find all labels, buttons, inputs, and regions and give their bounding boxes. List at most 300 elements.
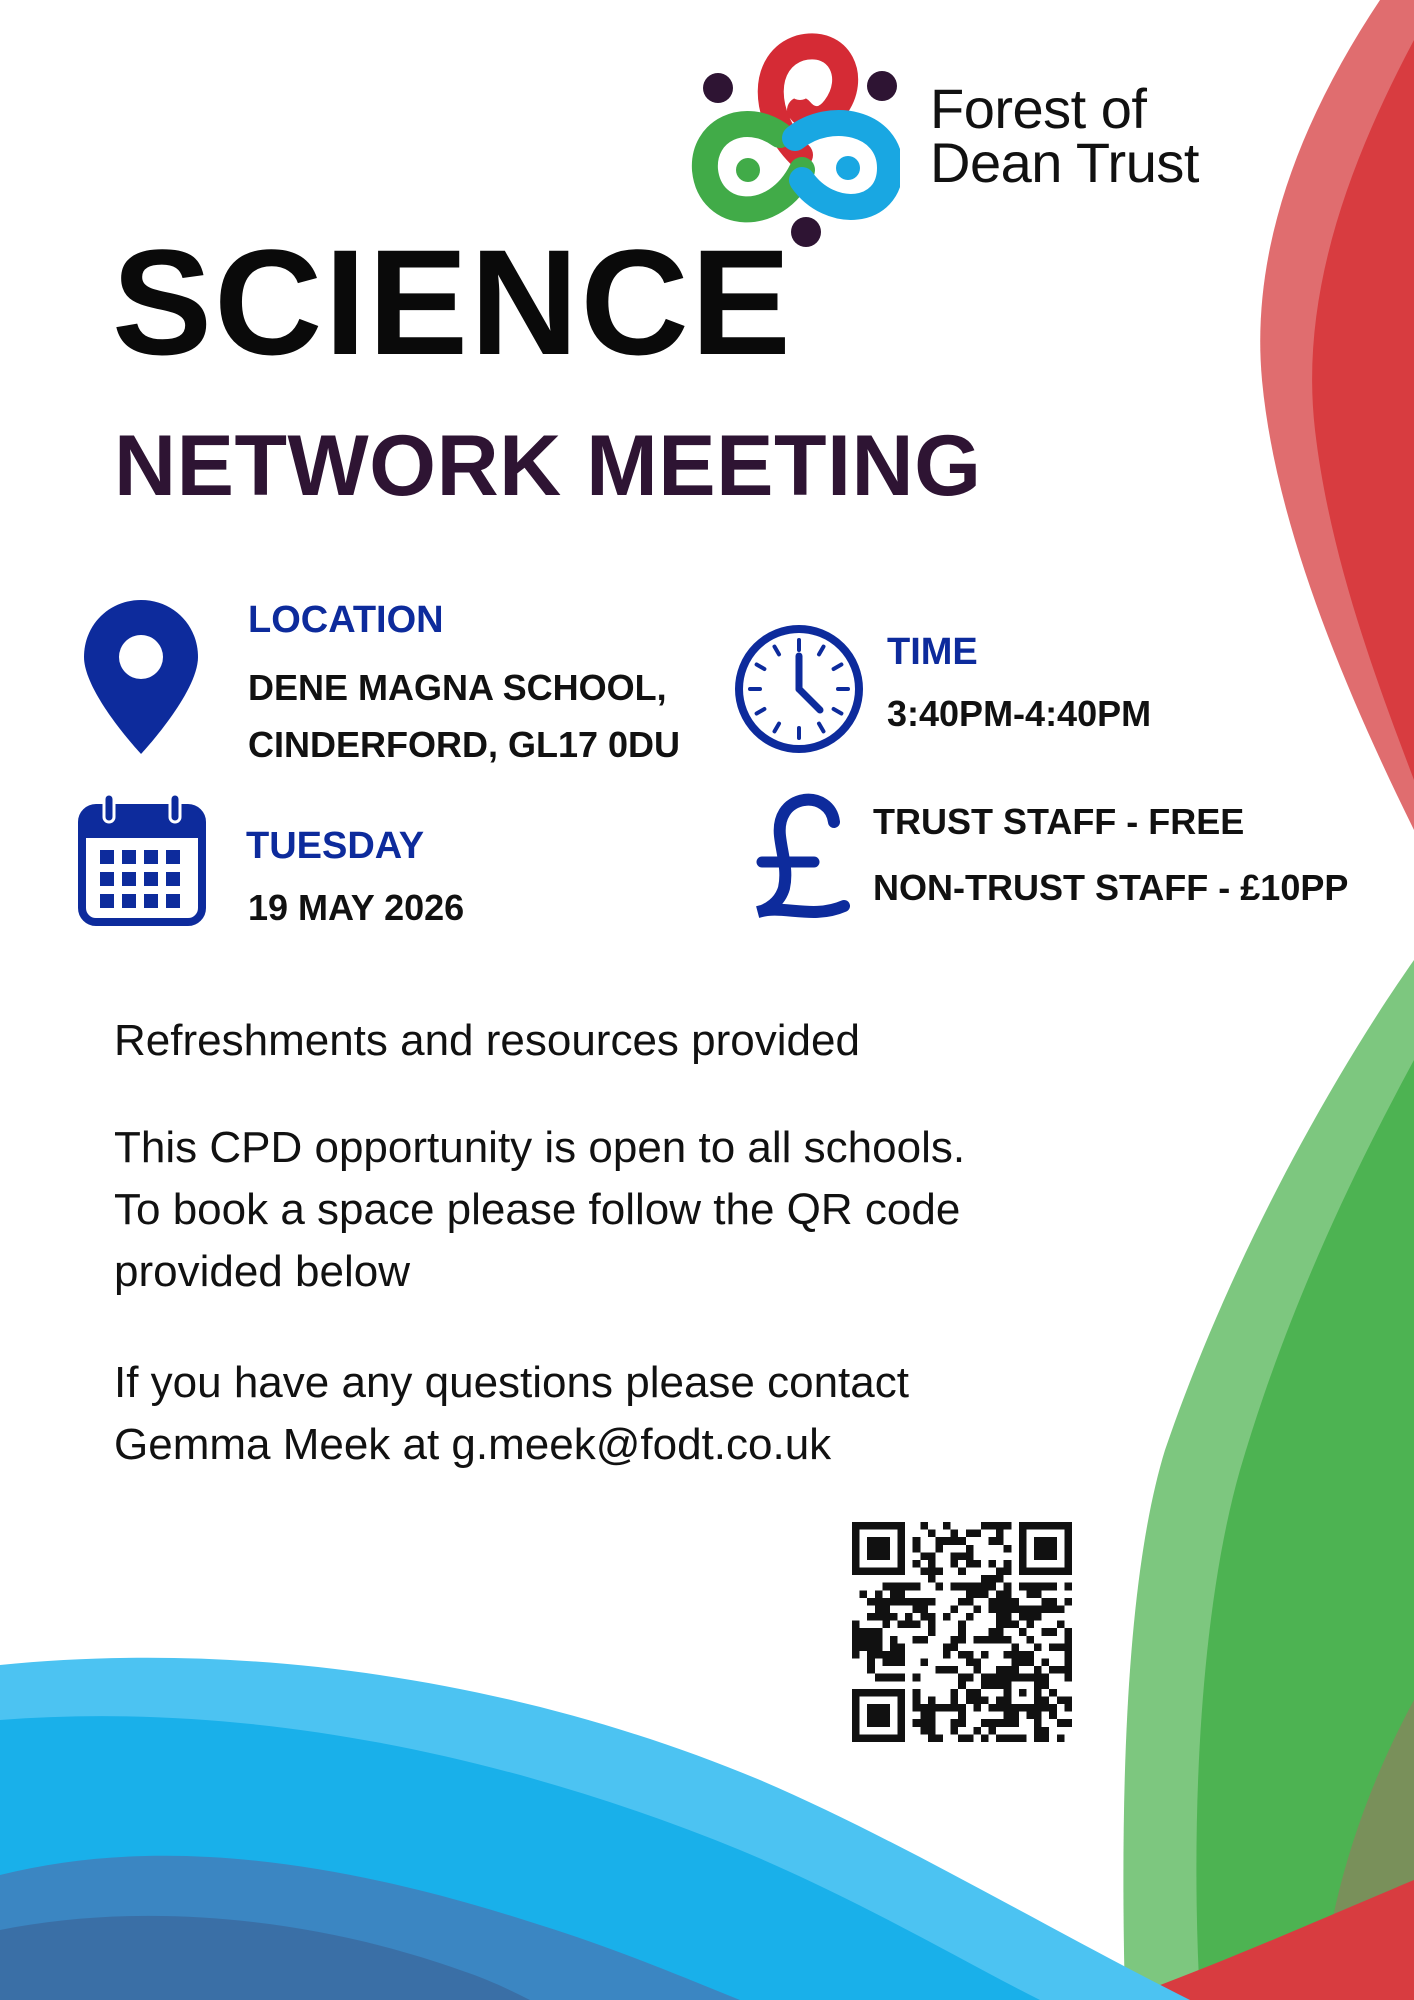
qr-module [951, 1530, 959, 1538]
logo-line-1: Forest of [930, 77, 1147, 140]
qr-module [958, 1681, 966, 1689]
qr-module [1049, 1704, 1057, 1712]
qr-module [928, 1712, 936, 1720]
qr-module [996, 1598, 1004, 1606]
qr-module [928, 1727, 936, 1735]
qr-module [920, 1719, 928, 1727]
qr-module [852, 1537, 860, 1545]
qr-module [882, 1583, 890, 1591]
qr-module [898, 1568, 906, 1576]
qr-module [958, 1704, 966, 1712]
qr-module [1042, 1727, 1050, 1735]
qr-module [898, 1659, 906, 1667]
qr-module [928, 1613, 936, 1621]
qr-module [1034, 1689, 1042, 1697]
qr-module [996, 1575, 1004, 1583]
qr-module [966, 1659, 974, 1667]
qr-module [913, 1560, 921, 1568]
qr-module [1004, 1719, 1012, 1727]
qr-module [1004, 1689, 1012, 1697]
qr-module [951, 1605, 959, 1613]
qr-module [958, 1621, 966, 1629]
qr-module [852, 1522, 860, 1530]
qr-module [1004, 1568, 1012, 1576]
qr-module [981, 1734, 989, 1742]
qr-module [898, 1689, 906, 1697]
qr-module [1011, 1651, 1019, 1659]
qr-module [1057, 1621, 1065, 1629]
qr-module [1034, 1537, 1042, 1545]
qr-module [852, 1689, 860, 1697]
qr-module [852, 1719, 860, 1727]
qr-module [860, 1568, 868, 1576]
qr-module [890, 1613, 898, 1621]
qr-module [882, 1734, 890, 1742]
qr-module [1011, 1712, 1019, 1720]
qr-module [973, 1605, 981, 1613]
qr-module [1064, 1666, 1072, 1674]
qr-module [913, 1636, 921, 1644]
qr-module [1019, 1689, 1027, 1697]
qr-module [981, 1522, 989, 1530]
qr-module [958, 1712, 966, 1720]
qr-module [989, 1560, 997, 1568]
qr-module [966, 1613, 974, 1621]
qr-module [958, 1583, 966, 1591]
qr-module [1034, 1605, 1042, 1613]
qr-module [1004, 1613, 1012, 1621]
qr-module [1026, 1621, 1034, 1629]
qr-module [1057, 1522, 1065, 1530]
qr-module [981, 1636, 989, 1644]
qr-module [867, 1545, 875, 1553]
qr-module [920, 1727, 928, 1735]
qr-module [1004, 1583, 1012, 1591]
qr-module [935, 1537, 943, 1545]
qr-module [1004, 1621, 1012, 1629]
qr-module [875, 1605, 883, 1613]
qr-module [951, 1689, 959, 1697]
qr-module [898, 1651, 906, 1659]
qr-module [1019, 1530, 1027, 1538]
qr-module [1049, 1522, 1057, 1530]
qr-module [1019, 1628, 1027, 1636]
qr-module [989, 1636, 997, 1644]
qr-module [852, 1552, 860, 1560]
qr-module [1042, 1545, 1050, 1553]
qr-module [966, 1530, 974, 1538]
qr-module [1004, 1666, 1012, 1674]
qr-module [981, 1651, 989, 1659]
qr-module [852, 1530, 860, 1538]
qr-module [1064, 1598, 1072, 1606]
qr-module [1064, 1568, 1072, 1576]
logo-line-2: Dean Trust [930, 131, 1199, 194]
qr-code-icon[interactable] [852, 1522, 1072, 1742]
qr-module [996, 1719, 1004, 1727]
qr-module [996, 1696, 1004, 1704]
qr-module [1034, 1545, 1042, 1553]
qr-module [989, 1522, 997, 1530]
qr-module [989, 1681, 997, 1689]
qr-module [1004, 1560, 1012, 1568]
qr-module [1049, 1583, 1057, 1591]
qr-module [860, 1689, 868, 1697]
qr-module [1064, 1537, 1072, 1545]
qr-module [898, 1674, 906, 1682]
qr-module [1049, 1628, 1057, 1636]
qr-module [1042, 1522, 1050, 1530]
qr-module [882, 1613, 890, 1621]
qr-module [905, 1583, 913, 1591]
qr-module [852, 1568, 860, 1576]
qr-module [989, 1605, 997, 1613]
qr-module [1004, 1734, 1012, 1742]
qr-module [1019, 1613, 1027, 1621]
qr-module [875, 1628, 883, 1636]
qr-module [860, 1734, 868, 1742]
qr-module [1019, 1552, 1027, 1560]
qr-module [928, 1621, 936, 1629]
qr-module [867, 1643, 875, 1651]
qr-module [852, 1727, 860, 1735]
qr-module [973, 1704, 981, 1712]
logo-wordmark [930, 77, 1199, 194]
qr-module [943, 1613, 951, 1621]
qr-module [867, 1712, 875, 1720]
qr-module [875, 1734, 883, 1742]
contact-line-1: If you have any questions please contact [114, 1358, 909, 1407]
qr-module [996, 1628, 1004, 1636]
qr-module [973, 1696, 981, 1704]
qr-module [913, 1704, 921, 1712]
qr-module [1064, 1636, 1072, 1644]
qr-module [928, 1560, 936, 1568]
qr-module [958, 1598, 966, 1606]
qr-module [1064, 1643, 1072, 1651]
qr-module [973, 1666, 981, 1674]
contact-line-2: Gemma Meek at g.meek@fodt.co.uk [114, 1420, 832, 1469]
qr-module [882, 1598, 890, 1606]
page-title: SCIENCE [112, 218, 793, 386]
qr-module [852, 1651, 860, 1659]
qr-module [1042, 1605, 1050, 1613]
qr-module [1034, 1666, 1042, 1674]
qr-module [882, 1719, 890, 1727]
qr-module [898, 1643, 906, 1651]
location-line-1: DENE MAGNA SCHOOL, [248, 667, 667, 708]
qr-module [852, 1545, 860, 1553]
qr-module [951, 1696, 959, 1704]
qr-module [1057, 1696, 1065, 1704]
qr-module [981, 1575, 989, 1583]
qr-module [1034, 1643, 1042, 1651]
qr-module [973, 1560, 981, 1568]
qr-module [1049, 1598, 1057, 1606]
qr-module [1026, 1568, 1034, 1576]
qr-module [1042, 1568, 1050, 1576]
qr-module [898, 1522, 906, 1530]
qr-module [996, 1674, 1004, 1682]
qr-module [913, 1689, 921, 1697]
qr-module [1026, 1704, 1034, 1712]
qr-module [867, 1598, 875, 1606]
qr-module [1064, 1583, 1072, 1591]
qr-module [882, 1545, 890, 1553]
qr-module [1034, 1734, 1042, 1742]
qr-module [1049, 1605, 1057, 1613]
pound-sign-icon [752, 792, 852, 920]
qr-module [973, 1636, 981, 1644]
calendar-icon [78, 792, 206, 928]
qr-module [875, 1704, 883, 1712]
qr-module [1011, 1674, 1019, 1682]
qr-module [966, 1560, 974, 1568]
qr-module [1011, 1659, 1019, 1667]
qr-module [981, 1674, 989, 1682]
qr-module [928, 1568, 936, 1576]
qr-module [1064, 1704, 1072, 1712]
qr-module [1004, 1590, 1012, 1598]
qr-module [860, 1643, 868, 1651]
qr-module [943, 1651, 951, 1659]
qr-module [1042, 1659, 1050, 1667]
qr-module [1011, 1734, 1019, 1742]
qr-module [890, 1590, 898, 1598]
qr-module [875, 1590, 883, 1598]
qr-module [1019, 1568, 1027, 1576]
qr-module [966, 1734, 974, 1742]
qr-module [1057, 1734, 1065, 1742]
qr-module [882, 1621, 890, 1629]
qr-module [958, 1651, 966, 1659]
qr-module [1064, 1659, 1072, 1667]
qr-module [905, 1621, 913, 1629]
qr-module [928, 1719, 936, 1727]
qr-module [966, 1696, 974, 1704]
qr-module [989, 1628, 997, 1636]
qr-module [1019, 1583, 1027, 1591]
qr-module [1026, 1613, 1034, 1621]
qr-module [1011, 1666, 1019, 1674]
qr-module [1042, 1704, 1050, 1712]
qr-module [852, 1696, 860, 1704]
qr-module [966, 1598, 974, 1606]
qr-module [875, 1613, 883, 1621]
qr-module [989, 1674, 997, 1682]
qr-module [867, 1666, 875, 1674]
qr-module [1019, 1704, 1027, 1712]
qr-module [981, 1719, 989, 1727]
price-trust-staff: TRUST STAFF - FREE [873, 801, 1245, 842]
qr-module [1019, 1605, 1027, 1613]
qr-module [935, 1734, 943, 1742]
qr-module [890, 1659, 898, 1667]
qr-module [920, 1522, 928, 1530]
qr-module [860, 1636, 868, 1644]
qr-module [951, 1537, 959, 1545]
qr-module [890, 1522, 898, 1530]
refreshments-line: Refreshments and resources provided [114, 1016, 860, 1065]
qr-module [1004, 1704, 1012, 1712]
qr-module [1064, 1674, 1072, 1682]
qr-module [898, 1560, 906, 1568]
qr-module [1026, 1674, 1034, 1682]
qr-module [951, 1583, 959, 1591]
qr-module [943, 1666, 951, 1674]
qr-module [1049, 1643, 1057, 1651]
qr-module [890, 1734, 898, 1742]
qr-module [875, 1545, 883, 1553]
qr-module [890, 1636, 898, 1644]
qr-module [951, 1552, 959, 1560]
contact-paragraph [114, 1352, 1114, 1476]
qr-module [951, 1719, 959, 1727]
qr-module [867, 1734, 875, 1742]
qr-module [1034, 1674, 1042, 1682]
qr-module [890, 1568, 898, 1576]
qr-module [875, 1674, 883, 1682]
qr-module [1004, 1545, 1012, 1553]
qr-module [867, 1628, 875, 1636]
qr-module [860, 1628, 868, 1636]
qr-module [928, 1696, 936, 1704]
qr-module [905, 1613, 913, 1621]
qr-module [882, 1568, 890, 1576]
qr-module [875, 1598, 883, 1606]
qr-module [973, 1530, 981, 1538]
qr-module [1004, 1696, 1012, 1704]
qr-module [898, 1696, 906, 1704]
qr-module [989, 1598, 997, 1606]
qr-module [875, 1636, 883, 1644]
qr-module [867, 1636, 875, 1644]
qr-module [913, 1583, 921, 1591]
qr-module [996, 1537, 1004, 1545]
qr-module [1057, 1643, 1065, 1651]
qr-module [1042, 1734, 1050, 1742]
qr-module [1019, 1537, 1027, 1545]
qr-module [996, 1704, 1004, 1712]
qr-module [1004, 1651, 1012, 1659]
qr-module [898, 1545, 906, 1553]
qr-module [882, 1712, 890, 1720]
qr-module [935, 1704, 943, 1712]
qr-module [1064, 1522, 1072, 1530]
cpd-line-3: provided below [114, 1247, 410, 1296]
qr-module [890, 1583, 898, 1591]
qr-module [1057, 1719, 1065, 1727]
qr-module [913, 1598, 921, 1606]
qr-module [1019, 1674, 1027, 1682]
qr-module [875, 1712, 883, 1720]
qr-module [989, 1704, 997, 1712]
date-label: TUESDAY [246, 825, 425, 867]
qr-module [898, 1719, 906, 1727]
qr-module [1042, 1674, 1050, 1682]
qr-module [1057, 1605, 1065, 1613]
qr-module [913, 1605, 921, 1613]
qr-module [1034, 1712, 1042, 1720]
map-pin-icon [82, 598, 200, 756]
qr-module [1049, 1568, 1057, 1576]
qr-module [989, 1719, 997, 1727]
qr-module [1042, 1583, 1050, 1591]
qr-module [996, 1734, 1004, 1742]
qr-module [867, 1689, 875, 1697]
qr-module [1034, 1719, 1042, 1727]
qr-module [1026, 1636, 1034, 1644]
qr-module [996, 1636, 1004, 1644]
qr-module [1049, 1689, 1057, 1697]
qr-module [913, 1696, 921, 1704]
qr-module [1034, 1681, 1042, 1689]
qr-module [1019, 1545, 1027, 1553]
price-non-trust-staff: NON-TRUST STAFF - £10PP [873, 867, 1349, 908]
qr-module [882, 1605, 890, 1613]
qr-module [973, 1583, 981, 1591]
qr-module [951, 1636, 959, 1644]
qr-module [966, 1674, 974, 1682]
qr-module [1004, 1681, 1012, 1689]
qr-module [898, 1552, 906, 1560]
qr-module [867, 1552, 875, 1560]
qr-module [867, 1659, 875, 1667]
qr-module [1026, 1712, 1034, 1720]
qr-module [1004, 1605, 1012, 1613]
qr-module [1019, 1522, 1027, 1530]
qr-module [913, 1719, 921, 1727]
qr-module [898, 1537, 906, 1545]
cpd-line-2: To book a space please follow the QR code [114, 1185, 961, 1234]
qr-module [958, 1628, 966, 1636]
qr-module [867, 1704, 875, 1712]
qr-module [996, 1605, 1004, 1613]
qr-module [920, 1613, 928, 1621]
qr-module [981, 1696, 989, 1704]
qr-module [996, 1666, 1004, 1674]
qr-module [1034, 1613, 1042, 1621]
qr-module [973, 1689, 981, 1697]
qr-module [935, 1583, 943, 1591]
qr-module [958, 1636, 966, 1644]
qr-module [996, 1681, 1004, 1689]
refreshments-text [114, 1010, 1114, 1072]
qr-module [898, 1621, 906, 1629]
qr-module [890, 1643, 898, 1651]
location-label: LOCATION [248, 599, 444, 641]
qr-module [1026, 1522, 1034, 1530]
qr-module [890, 1598, 898, 1606]
qr-module [996, 1568, 1004, 1576]
qr-module [928, 1530, 936, 1538]
qr-module [996, 1530, 1004, 1538]
qr-module [951, 1727, 959, 1735]
qr-module [875, 1552, 883, 1560]
qr-module [928, 1598, 936, 1606]
time-value: 3:40PM-4:40PM [887, 693, 1152, 734]
qr-module [958, 1537, 966, 1545]
qr-module [1034, 1522, 1042, 1530]
qr-module [1026, 1659, 1034, 1667]
qr-module [1004, 1712, 1012, 1720]
qr-module [996, 1621, 1004, 1629]
qr-module [1064, 1560, 1072, 1568]
qr-module [1019, 1560, 1027, 1568]
qr-module [875, 1719, 883, 1727]
qr-module [981, 1590, 989, 1598]
qr-module [928, 1552, 936, 1560]
